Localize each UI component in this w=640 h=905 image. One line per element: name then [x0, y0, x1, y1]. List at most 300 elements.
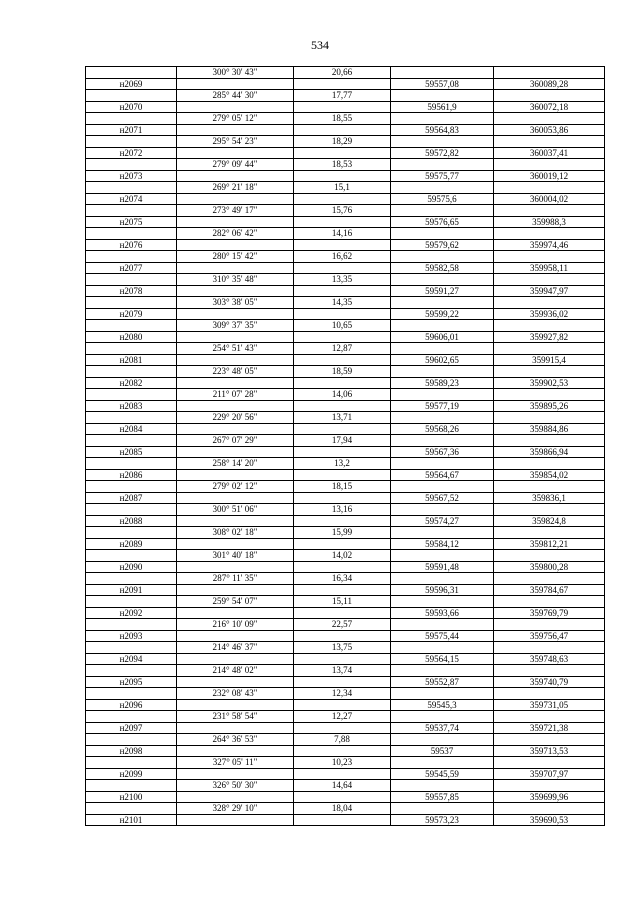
x-coordinate-cell: 59567,52 [391, 492, 494, 504]
point-row [86, 768, 605, 780]
empty-cell [494, 435, 605, 447]
empty-cell [391, 711, 494, 723]
empty-cell [177, 538, 294, 550]
empty-cell [86, 366, 177, 378]
distance-cell: 18,53 [294, 159, 391, 171]
empty-cell [391, 228, 494, 240]
empty-cell [494, 182, 605, 194]
direction-angle-cell: 259° 54' 07" [177, 596, 294, 608]
distance-cell: 14,16 [294, 228, 391, 240]
x-coordinate-cell: 59577,19 [391, 400, 494, 412]
empty-cell [494, 67, 605, 79]
distance-cell: 15,99 [294, 527, 391, 539]
empty-cell [494, 205, 605, 217]
empty-cell [86, 182, 177, 194]
point-name-cell: н2071 [86, 124, 177, 136]
direction-angle-cell: 300° 51' 06" [177, 504, 294, 516]
point-name-cell: н2076 [86, 239, 177, 251]
point-row [86, 814, 605, 826]
segment-row [86, 90, 605, 102]
y-coordinate-cell: 359740,79 [494, 676, 605, 688]
distance-cell: 7,88 [294, 734, 391, 746]
segment-row [86, 688, 605, 700]
point-row [86, 101, 605, 113]
point-row [86, 676, 605, 688]
distance-cell: 15,11 [294, 596, 391, 608]
empty-cell [294, 331, 391, 343]
empty-cell [391, 274, 494, 286]
direction-angle-cell: 300° 30' 43" [177, 67, 294, 79]
empty-cell [294, 170, 391, 182]
empty-cell [177, 492, 294, 504]
empty-cell [177, 561, 294, 573]
empty-cell [86, 619, 177, 631]
segment-row [86, 182, 605, 194]
empty-cell [294, 814, 391, 826]
segment-row [86, 504, 605, 516]
empty-cell [391, 389, 494, 401]
x-coordinate-cell: 59591,27 [391, 285, 494, 297]
segment-row [86, 297, 605, 309]
direction-angle-cell: 301° 40' 18" [177, 550, 294, 562]
empty-cell [177, 768, 294, 780]
segment-row [86, 343, 605, 355]
segment-row [86, 136, 605, 148]
distance-cell: 18,55 [294, 113, 391, 125]
empty-cell [86, 596, 177, 608]
x-coordinate-cell: 59584,12 [391, 538, 494, 550]
distance-cell: 16,62 [294, 251, 391, 263]
direction-angle-cell: 214° 46' 37" [177, 642, 294, 654]
distance-cell: 16,34 [294, 573, 391, 585]
empty-cell [391, 458, 494, 470]
distance-cell: 22,57 [294, 619, 391, 631]
empty-cell [494, 274, 605, 286]
empty-cell [294, 101, 391, 113]
direction-angle-cell: 280° 15' 42" [177, 251, 294, 263]
empty-cell [391, 159, 494, 171]
empty-cell [494, 297, 605, 309]
point-name-cell: н2079 [86, 308, 177, 320]
y-coordinate-cell: 359690,53 [494, 814, 605, 826]
point-row [86, 262, 605, 274]
empty-cell [177, 354, 294, 366]
empty-cell [494, 136, 605, 148]
empty-cell [494, 159, 605, 171]
empty-cell [391, 320, 494, 332]
distance-cell: 10,23 [294, 757, 391, 769]
point-name-cell: н2086 [86, 469, 177, 481]
x-coordinate-cell: 59602,65 [391, 354, 494, 366]
x-coordinate-cell: 59576,65 [391, 216, 494, 228]
point-name-cell: н2069 [86, 78, 177, 90]
x-coordinate-cell: 59573,23 [391, 814, 494, 826]
direction-angle-cell: 223° 48' 05" [177, 366, 294, 378]
point-row [86, 607, 605, 619]
y-coordinate-cell: 359927,82 [494, 331, 605, 343]
empty-cell [494, 757, 605, 769]
empty-cell [391, 665, 494, 677]
empty-cell [86, 159, 177, 171]
empty-cell [86, 458, 177, 470]
point-name-cell: н2084 [86, 423, 177, 435]
empty-cell [86, 320, 177, 332]
distance-cell: 18,04 [294, 803, 391, 815]
empty-cell [177, 653, 294, 665]
segment-row [86, 389, 605, 401]
empty-cell [177, 216, 294, 228]
empty-cell [177, 124, 294, 136]
empty-cell [494, 504, 605, 516]
x-coordinate-cell: 59567,36 [391, 446, 494, 458]
point-name-cell: н2083 [86, 400, 177, 412]
empty-cell [494, 596, 605, 608]
point-row [86, 216, 605, 228]
segment-row [86, 642, 605, 654]
y-coordinate-cell: 360072,18 [494, 101, 605, 113]
empty-cell [391, 297, 494, 309]
point-row [86, 515, 605, 527]
y-coordinate-cell: 359884,86 [494, 423, 605, 435]
empty-cell [294, 239, 391, 251]
empty-cell [86, 734, 177, 746]
empty-cell [391, 136, 494, 148]
x-coordinate-cell: 59596,31 [391, 584, 494, 596]
table-body [86, 67, 605, 826]
point-name-cell: н2099 [86, 768, 177, 780]
direction-angle-cell: 328° 29' 10" [177, 803, 294, 815]
empty-cell [391, 205, 494, 217]
distance-cell: 14,02 [294, 550, 391, 562]
y-coordinate-cell: 359824,8 [494, 515, 605, 527]
empty-cell [86, 90, 177, 102]
empty-cell [86, 343, 177, 355]
y-coordinate-cell: 359731,05 [494, 699, 605, 711]
empty-cell [391, 757, 494, 769]
segment-row [86, 320, 605, 332]
empty-cell [391, 527, 494, 539]
direction-angle-cell: 303° 38' 05" [177, 297, 294, 309]
empty-cell [86, 67, 177, 79]
direction-angle-cell: 279° 02' 12" [177, 481, 294, 493]
empty-cell [177, 676, 294, 688]
segment-row [86, 573, 605, 585]
empty-cell [86, 665, 177, 677]
empty-cell [86, 435, 177, 447]
y-coordinate-cell: 359721,38 [494, 722, 605, 734]
direction-angle-cell: 295° 54' 23" [177, 136, 294, 148]
empty-cell [294, 699, 391, 711]
segment-row [86, 734, 605, 746]
empty-cell [294, 561, 391, 573]
empty-cell [294, 78, 391, 90]
empty-cell [391, 113, 494, 125]
segment-row [86, 596, 605, 608]
distance-cell: 10,65 [294, 320, 391, 332]
empty-cell [494, 711, 605, 723]
empty-cell [494, 688, 605, 700]
empty-cell [86, 504, 177, 516]
empty-cell [294, 630, 391, 642]
empty-cell [494, 366, 605, 378]
segment-row [86, 803, 605, 815]
point-name-cell: н2081 [86, 354, 177, 366]
x-coordinate-cell: 59582,58 [391, 262, 494, 274]
empty-cell [177, 791, 294, 803]
empty-cell [494, 343, 605, 355]
empty-cell [494, 780, 605, 792]
segment-row [86, 274, 605, 286]
point-row [86, 423, 605, 435]
y-coordinate-cell: 360037,41 [494, 147, 605, 159]
empty-cell [86, 642, 177, 654]
y-coordinate-cell: 359958,11 [494, 262, 605, 274]
empty-cell [294, 147, 391, 159]
y-coordinate-cell: 359748,63 [494, 653, 605, 665]
y-coordinate-cell: 359866,94 [494, 446, 605, 458]
direction-angle-cell: 269° 21' 18" [177, 182, 294, 194]
distance-cell: 15,1 [294, 182, 391, 194]
x-coordinate-cell: 59557,85 [391, 791, 494, 803]
empty-cell [177, 262, 294, 274]
y-coordinate-cell: 359756,47 [494, 630, 605, 642]
y-coordinate-cell: 360019,12 [494, 170, 605, 182]
empty-cell [86, 205, 177, 217]
page-number: 534 [311, 38, 329, 52]
empty-cell [177, 722, 294, 734]
point-name-cell: н2070 [86, 101, 177, 113]
direction-angle-cell: 229° 20' 56" [177, 412, 294, 424]
point-row [86, 239, 605, 251]
direction-angle-cell: 309° 37' 35" [177, 320, 294, 332]
point-row [86, 400, 605, 412]
x-coordinate-cell: 59568,26 [391, 423, 494, 435]
point-name-cell: н2095 [86, 676, 177, 688]
empty-cell [177, 423, 294, 435]
point-row [86, 170, 605, 182]
empty-cell [177, 331, 294, 343]
y-coordinate-cell: 359915,4 [494, 354, 605, 366]
segment-row [86, 711, 605, 723]
y-coordinate-cell: 360004,02 [494, 193, 605, 205]
empty-cell [391, 366, 494, 378]
empty-cell [391, 688, 494, 700]
direction-angle-cell: 254° 51' 43" [177, 343, 294, 355]
empty-cell [391, 573, 494, 585]
point-row [86, 469, 605, 481]
distance-cell: 14,35 [294, 297, 391, 309]
empty-cell [294, 745, 391, 757]
x-coordinate-cell: 59575,44 [391, 630, 494, 642]
direction-angle-cell: 282° 06' 42" [177, 228, 294, 240]
point-name-cell: н2074 [86, 193, 177, 205]
empty-cell [294, 791, 391, 803]
point-name-cell: н2100 [86, 791, 177, 803]
segment-row [86, 435, 605, 447]
empty-cell [86, 803, 177, 815]
empty-cell [494, 665, 605, 677]
segment-row [86, 67, 605, 79]
empty-cell [177, 78, 294, 90]
point-name-cell: н2077 [86, 262, 177, 274]
direction-angle-cell: 232° 08' 43" [177, 688, 294, 700]
y-coordinate-cell: 359769,79 [494, 607, 605, 619]
point-name-cell: н2078 [86, 285, 177, 297]
empty-cell [294, 722, 391, 734]
distance-cell: 17,94 [294, 435, 391, 447]
point-name-cell: н2098 [86, 745, 177, 757]
empty-cell [86, 550, 177, 562]
distance-cell: 18,59 [294, 366, 391, 378]
point-name-cell: н2093 [86, 630, 177, 642]
point-name-cell: н2073 [86, 170, 177, 182]
empty-cell [494, 228, 605, 240]
empty-cell [494, 573, 605, 585]
point-row [86, 492, 605, 504]
empty-cell [177, 630, 294, 642]
x-coordinate-cell: 59564,15 [391, 653, 494, 665]
empty-cell [294, 676, 391, 688]
x-coordinate-cell: 59537,74 [391, 722, 494, 734]
y-coordinate-cell: 359707,97 [494, 768, 605, 780]
empty-cell [294, 423, 391, 435]
x-coordinate-cell: 59545,59 [391, 768, 494, 780]
y-coordinate-cell: 359895,26 [494, 400, 605, 412]
empty-cell [294, 124, 391, 136]
empty-cell [494, 734, 605, 746]
empty-cell [294, 354, 391, 366]
point-row [86, 354, 605, 366]
segment-row [86, 665, 605, 677]
y-coordinate-cell: 359784,67 [494, 584, 605, 596]
empty-cell [86, 297, 177, 309]
segment-row [86, 550, 605, 562]
empty-cell [294, 492, 391, 504]
point-name-cell: н2101 [86, 814, 177, 826]
point-row [86, 699, 605, 711]
empty-cell [177, 239, 294, 251]
point-row [86, 653, 605, 665]
empty-cell [177, 285, 294, 297]
point-row [86, 78, 605, 90]
empty-cell [391, 435, 494, 447]
x-coordinate-cell: 59575,6 [391, 193, 494, 205]
empty-cell [294, 515, 391, 527]
x-coordinate-cell: 59564,83 [391, 124, 494, 136]
y-coordinate-cell: 359936,02 [494, 308, 605, 320]
x-coordinate-cell: 59591,48 [391, 561, 494, 573]
empty-cell [86, 136, 177, 148]
empty-cell [86, 251, 177, 263]
y-coordinate-cell: 359974,46 [494, 239, 605, 251]
direction-angle-cell: 264° 36' 53" [177, 734, 294, 746]
direction-angle-cell: 273° 49' 17" [177, 205, 294, 217]
point-name-cell: н2088 [86, 515, 177, 527]
x-coordinate-cell: 59606,01 [391, 331, 494, 343]
x-coordinate-cell: 59599,22 [391, 308, 494, 320]
empty-cell [391, 780, 494, 792]
segment-row [86, 619, 605, 631]
point-row [86, 193, 605, 205]
direction-angle-cell: 308° 02' 18" [177, 527, 294, 539]
segment-row [86, 757, 605, 769]
empty-cell [294, 262, 391, 274]
point-row [86, 147, 605, 159]
x-coordinate-cell: 59589,23 [391, 377, 494, 389]
empty-cell [86, 389, 177, 401]
distance-cell: 13,2 [294, 458, 391, 470]
empty-cell [177, 469, 294, 481]
empty-cell [391, 251, 494, 263]
empty-cell [494, 527, 605, 539]
x-coordinate-cell: 59593,66 [391, 607, 494, 619]
point-row [86, 538, 605, 550]
segment-row [86, 412, 605, 424]
empty-cell [294, 308, 391, 320]
segment-row [86, 527, 605, 539]
empty-cell [494, 412, 605, 424]
empty-cell [294, 653, 391, 665]
point-name-cell: н2090 [86, 561, 177, 573]
empty-cell [86, 780, 177, 792]
empty-cell [294, 584, 391, 596]
empty-cell [177, 377, 294, 389]
point-name-cell: н2092 [86, 607, 177, 619]
point-name-cell: н2075 [86, 216, 177, 228]
empty-cell [86, 688, 177, 700]
empty-cell [294, 607, 391, 619]
distance-cell: 14,64 [294, 780, 391, 792]
empty-cell [494, 550, 605, 562]
direction-angle-cell: 287° 11' 35" [177, 573, 294, 585]
segment-row [86, 780, 605, 792]
empty-cell [294, 469, 391, 481]
empty-cell [177, 193, 294, 205]
point-name-cell: н2096 [86, 699, 177, 711]
distance-cell: 13,16 [294, 504, 391, 516]
direction-angle-cell: 326° 50' 30" [177, 780, 294, 792]
point-name-cell: н2072 [86, 147, 177, 159]
empty-cell [294, 285, 391, 297]
empty-cell [391, 550, 494, 562]
survey-coordinates-table [85, 66, 605, 826]
y-coordinate-cell: 359812,21 [494, 538, 605, 550]
point-row [86, 308, 605, 320]
point-row [86, 331, 605, 343]
empty-cell [391, 642, 494, 654]
point-name-cell: н2087 [86, 492, 177, 504]
distance-cell: 18,29 [294, 136, 391, 148]
empty-cell [391, 343, 494, 355]
empty-cell [494, 803, 605, 815]
segment-row [86, 113, 605, 125]
empty-cell [391, 481, 494, 493]
empty-cell [391, 803, 494, 815]
empty-cell [294, 216, 391, 228]
empty-cell [294, 400, 391, 412]
empty-cell [391, 412, 494, 424]
empty-cell [494, 481, 605, 493]
y-coordinate-cell: 359836,1 [494, 492, 605, 504]
segment-row [86, 251, 605, 263]
point-row [86, 722, 605, 734]
empty-cell [177, 400, 294, 412]
point-name-cell: н2089 [86, 538, 177, 550]
empty-cell [177, 699, 294, 711]
y-coordinate-cell: 359699,96 [494, 791, 605, 803]
direction-angle-cell: 279° 05' 12" [177, 113, 294, 125]
y-coordinate-cell: 359713,53 [494, 745, 605, 757]
